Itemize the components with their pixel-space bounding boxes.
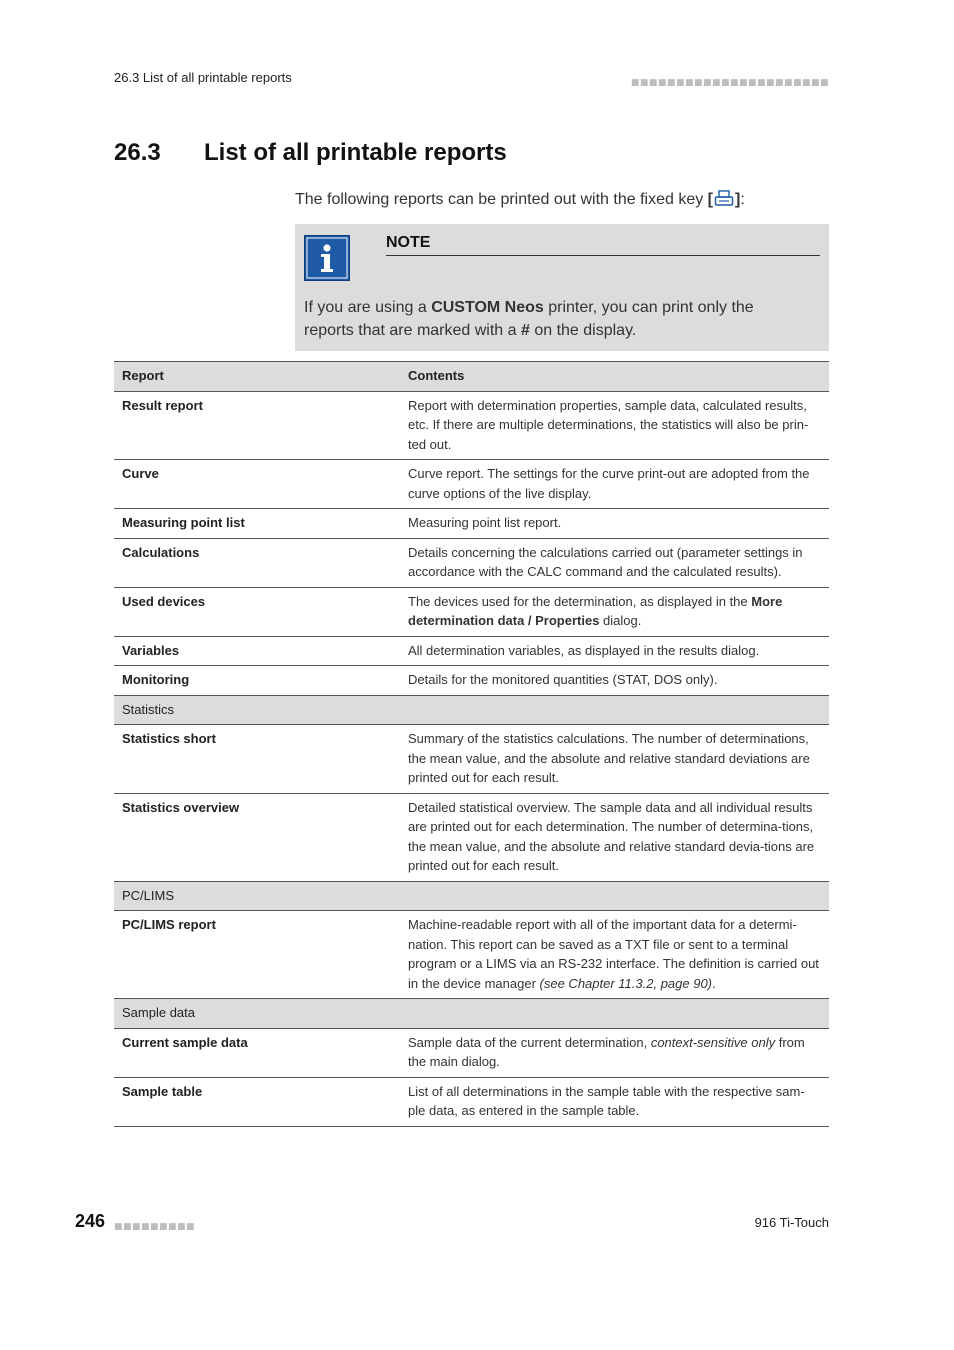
intro-paragraph: The following reports can be printed out with the fixed key [ ]: [295, 190, 745, 212]
table-row [114, 509, 829, 539]
table-row [114, 391, 829, 460]
table-row [114, 725, 829, 794]
report-name: Measuring point list [114, 509, 400, 539]
report-name: Sample table [114, 1077, 400, 1126]
table-row [114, 1077, 829, 1126]
section-title-text: List of all printable reports [204, 139, 507, 166]
report-contents: Machine-readable report with all of the important data for a determi-nation. This report can be saved as a TXT file or sent to a terminal program or a LIMS via an RS-232 interface. The definition is carried out in the device manager (see Chapter 11.3.2, page 90). [400, 911, 829, 999]
reports-table [114, 361, 829, 1127]
table-group-row [114, 695, 829, 725]
table-row [114, 793, 829, 881]
report-contents: Detailed statistical overview. The sample data and all individual results are printed out for each determination. The number of determina-tions, the mean value, and the absolute and relative standard devia-tions are printed out for each result. [400, 793, 829, 881]
report-contents: Curve report. The settings for the curve print-out are adopted from the curve options of the live display. [400, 460, 829, 509]
report-name: PC/LIMS report [114, 911, 400, 999]
table-group-row [114, 881, 829, 911]
report-name: Curve [114, 460, 400, 509]
column-header-contents: Contents [400, 362, 829, 392]
group-label: Statistics [114, 695, 829, 725]
report-name: Current sample data [114, 1028, 400, 1077]
group-label: Sample data [114, 999, 829, 1029]
table-row [114, 538, 829, 587]
table-row [114, 666, 829, 696]
table-group-row [114, 999, 829, 1029]
table-header-row [114, 362, 829, 392]
note-text: If you are using a CUSTOM Neos printer, you can print only the reports that are marked with a # on the display. [304, 299, 754, 339]
group-label: PC/LIMS [114, 881, 829, 911]
report-contents: Sample data of the current determination, context-sensitive only from the main dialog. [400, 1028, 829, 1077]
report-contents: The devices used for the determination, as displayed in the More determination data / Properties dialog. [400, 587, 829, 636]
report-contents: Details concerning the calculations carried out (parameter settings in accordance with the CALC command and the calculated results). [400, 538, 829, 587]
report-contents: Report with determination properties, sample data, calculated results, etc. If there are multiple determinations, the statistics will also be prin-ted out. [400, 391, 829, 460]
report-name: Used devices [114, 587, 400, 636]
note-heading: NOTE [386, 234, 820, 256]
header-decoration: ■■■■■■■■■■■■■■■■■■■■■■ [630, 78, 829, 88]
table-row [114, 1028, 829, 1077]
report-name: Calculations [114, 538, 400, 587]
report-contents: List of all determinations in the sample table with the respective sam-ple data, as entered in the sample table. [400, 1077, 829, 1126]
table-row [114, 911, 829, 999]
report-name: Monitoring [114, 666, 400, 696]
printer-icon [714, 190, 734, 212]
note-box [295, 224, 829, 351]
running-header: 26.3 List of all printable reports [114, 70, 292, 85]
report-contents: Summary of the statistics calculations. The number of determinations, the mean value, and the absolute and relative standard deviations are printed out for each result. [400, 725, 829, 794]
report-name: Variables [114, 636, 400, 666]
table-row [114, 460, 829, 509]
section-title [114, 139, 507, 167]
table-row [114, 587, 829, 636]
info-icon [304, 235, 350, 281]
report-contents: All determination variables, as displayed in the results dialog. [400, 636, 829, 666]
footer-decoration: ■■■■■■■■■ [114, 1222, 196, 1232]
page-number: 246 [75, 1211, 106, 1231]
section-number: 26.3 [114, 139, 161, 166]
product-name: 916 Ti-Touch [754, 1215, 829, 1230]
table-row [114, 636, 829, 666]
report-name: Statistics overview [114, 793, 400, 881]
report-contents: Measuring point list report. [400, 509, 829, 539]
cross-reference-link[interactable]: (see Chapter 11.3.2, page 90) [539, 975, 713, 991]
report-name: Result report [114, 391, 400, 460]
report-contents: Details for the monitored quantities (STAT, DOS only). [400, 666, 829, 696]
report-name: Statistics short [114, 725, 400, 794]
column-header-report: Report [114, 362, 400, 392]
